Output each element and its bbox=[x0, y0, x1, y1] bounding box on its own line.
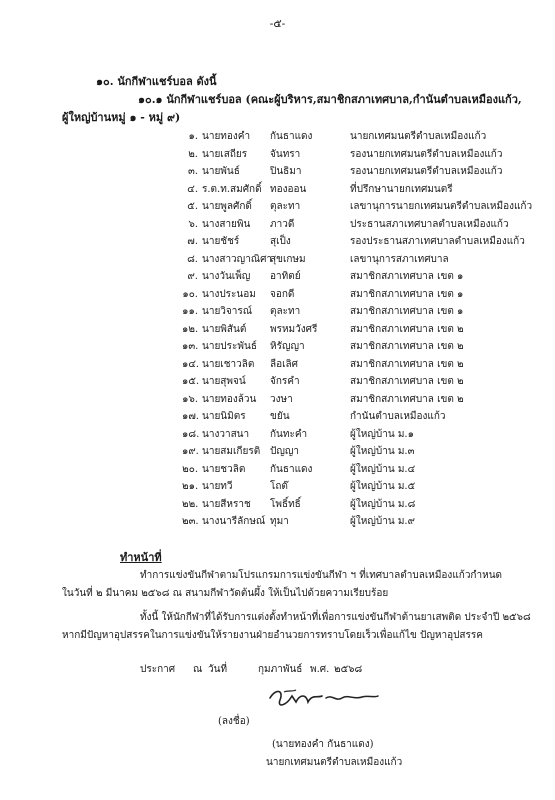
roster-row bbox=[182, 146, 552, 164]
player-surname: สุขเกษม bbox=[270, 253, 306, 265]
duty-paragraph-2-cont: หากมีปัญหาอุปสรรคในการแข่งขันให้รายงานฝ่ายอำนวยการทราบโดยเร็วเพื่อแก้ไข ปัญหาอุปสรรค bbox=[62, 630, 483, 641]
player-surname: โพธิ์ทธิ์ bbox=[270, 498, 301, 510]
roster-row bbox=[182, 216, 552, 234]
announce-label: ประกาศ bbox=[140, 664, 176, 675]
roster-row bbox=[182, 513, 552, 531]
player-name: นางสายพิน bbox=[202, 218, 251, 230]
player-position: เลขานุการสภาเทศบาล bbox=[350, 253, 449, 265]
player-surname: วงษา bbox=[270, 393, 293, 405]
player-surname: พรหมวังศรี bbox=[270, 323, 318, 335]
player-name: นายชัชร์ bbox=[202, 236, 240, 247]
roster-number: ๙. bbox=[187, 271, 198, 282]
player-position: ที่ปรึกษานายกเทศมนตรี bbox=[350, 183, 453, 195]
player-surname: ลือเลิศ bbox=[270, 358, 299, 370]
handwritten-signature bbox=[262, 684, 382, 714]
player-position: รองนายกเทศมนตรีตำบลเหมืองแก้ว bbox=[350, 166, 503, 177]
player-surname: หิรัญญา bbox=[270, 341, 305, 352]
player-name: นางวาสนา bbox=[202, 428, 250, 440]
player-position: ผู้ใหญ่บ้าน ม.๑ bbox=[350, 428, 414, 440]
player-position: สมาชิกสภาเทศบาล เขต ๒ bbox=[350, 376, 464, 387]
roster-row bbox=[182, 373, 552, 391]
roster-number: ๕. bbox=[187, 201, 198, 212]
roster-number: ๑๓. bbox=[182, 341, 199, 352]
player-name: นายสมเกียรติ bbox=[202, 446, 261, 457]
roster-number: ๑. bbox=[188, 131, 198, 142]
roster-row bbox=[182, 496, 552, 514]
player-position: ผู้ใหญ่บ้าน ม.๕ bbox=[350, 481, 416, 492]
player-name: นายทวี bbox=[202, 481, 233, 492]
player-name: นางสาวญาณิศา bbox=[202, 253, 273, 265]
announce-day: วันที่ bbox=[208, 664, 228, 675]
player-surname: กันทะคำ bbox=[270, 428, 308, 440]
player-surname: ภาวดี bbox=[270, 218, 295, 230]
player-name: นายพิสันต์ bbox=[202, 323, 247, 335]
player-surname: ปินธิมา bbox=[270, 166, 302, 177]
player-name: นายทองคำ bbox=[202, 131, 251, 142]
roster-row bbox=[182, 443, 552, 461]
player-position: สมาชิกสภาเทศบาล เขต ๒ bbox=[350, 358, 464, 370]
roster-row bbox=[182, 408, 552, 426]
roster-row bbox=[182, 286, 552, 304]
player-name: นายเสถียร bbox=[202, 148, 248, 160]
signer-name: (นายทองคำ กันธาแดง) bbox=[272, 739, 374, 750]
subsection-title: ๑๐.๑ นักกีฬาแชร์บอล (คณะผู้บริหาร,สมาชิกสภาเทศบาล,กำนันตำบลเหมืองแก้ว, bbox=[138, 93, 522, 106]
player-position: ผู้ใหญ่บ้าน ม.๔ bbox=[350, 463, 416, 475]
roster-row bbox=[182, 251, 552, 269]
roster-number: ๑๑. bbox=[182, 306, 198, 317]
player-position: ผู้ใหญ่บ้าน ม.๓ bbox=[350, 446, 415, 457]
player-name: นายวิจารณ์ bbox=[202, 306, 253, 317]
player-name: นายสีหราช bbox=[202, 498, 251, 510]
player-position: ประธานสภาเทศบาลตำบลเหมืองแก้ว bbox=[350, 218, 509, 230]
player-surname: จักรคำ bbox=[270, 376, 300, 387]
roster-row bbox=[182, 181, 552, 199]
roster-number: ๑๖. bbox=[182, 393, 198, 405]
roster-row bbox=[182, 128, 552, 146]
announce-at: ณ bbox=[193, 664, 203, 675]
roster-number: ๑๗. bbox=[182, 411, 200, 422]
roster-number: ๑๔. bbox=[182, 358, 200, 370]
roster-row bbox=[182, 163, 552, 181]
roster-number: ๓. bbox=[187, 166, 198, 177]
player-surname: กันธาแดง bbox=[270, 463, 313, 475]
roster-number: ๑๕. bbox=[182, 376, 200, 387]
player-position: สมาชิกสภาเทศบาล เขต ๑ bbox=[350, 271, 464, 282]
roster-number: ๑๒. bbox=[182, 323, 199, 335]
player-name: นายพันธ์ bbox=[202, 166, 240, 177]
roster-row bbox=[182, 338, 552, 356]
roster-row bbox=[182, 198, 552, 216]
signer-title: นายกเทศมนตรีตำบลเหมืองแก้ว bbox=[266, 757, 403, 768]
roster-number: ๑๘. bbox=[182, 428, 200, 440]
player-name: นายทองล้วน bbox=[202, 393, 257, 405]
sign-label: (ลงชื่อ) bbox=[218, 716, 250, 727]
roster-number: ๑๐. bbox=[182, 288, 198, 300]
player-surname: สุเป็ง bbox=[270, 236, 291, 247]
player-surname: อาทิตย์ bbox=[270, 271, 301, 282]
roster-row bbox=[182, 233, 552, 251]
announce-year: ๒๕๖๘ bbox=[334, 664, 363, 675]
roster-number: ๒๐. bbox=[182, 463, 198, 475]
roster-number: ๒๒. bbox=[182, 498, 199, 510]
duty-heading: ทำหน้าที่ bbox=[120, 551, 162, 564]
duty-paragraph-1: ทำการแข่งขันกีฬาตามโปรแกรมการแข่งขันกีฬา ฯ ที่เทศบาลตำบลเหมืองแก้วกำหนด bbox=[140, 570, 503, 581]
roster-number: ๒๓. bbox=[182, 516, 199, 527]
roster-row bbox=[182, 268, 552, 286]
player-surname: ตุละทา bbox=[270, 201, 301, 212]
player-name: นายนิมิตร bbox=[202, 411, 246, 422]
player-surname: จอกดี bbox=[270, 288, 295, 300]
roster-number: ๖. bbox=[188, 218, 198, 230]
player-name: นายพูลศักดิ์ bbox=[202, 201, 252, 212]
player-name: นายเชาวลิต bbox=[202, 358, 255, 370]
player-position: กำนันตำบลเหมืองแก้ว bbox=[350, 411, 446, 422]
announce-year-label: พ.ศ. bbox=[310, 664, 330, 675]
announce-month: กุมภาพันธ์ bbox=[258, 664, 303, 675]
player-surname: โถต๊ bbox=[270, 481, 288, 492]
player-surname: กันธาแดง bbox=[270, 131, 313, 142]
player-name: นางนารีลักษณ์ bbox=[202, 516, 266, 527]
player-position: ผู้ใหญ่บ้าน ม.๘ bbox=[350, 498, 416, 510]
player-name: นายชวลิต bbox=[202, 463, 246, 475]
roster-number: ๒๑. bbox=[182, 481, 199, 492]
player-roster bbox=[182, 128, 552, 531]
player-surname: ตุละทา bbox=[270, 306, 301, 317]
player-name: นางวันเพ็ญ bbox=[202, 271, 251, 282]
roster-row bbox=[182, 356, 552, 374]
roster-row bbox=[182, 478, 552, 496]
player-name: นายประพันธ์ bbox=[202, 341, 257, 352]
roster-row bbox=[182, 321, 552, 339]
subsection-title-cont: ผู้ใหญ่บ้านหมู่ ๑ - หมู่ ๙) bbox=[62, 111, 181, 124]
section-title: ๑๐. นักกีฬาแชร์บอล ดังนี้ bbox=[96, 75, 217, 88]
player-position: สมาชิกสภาเทศบาล เขต ๒ bbox=[350, 393, 464, 405]
player-position: สมาชิกสภาเทศบาล เขต ๑ bbox=[350, 288, 464, 300]
roster-number: ๘. bbox=[187, 253, 198, 265]
page-number: -๕- bbox=[269, 17, 286, 30]
roster-row bbox=[182, 461, 552, 479]
player-surname: ขยัน bbox=[270, 411, 290, 422]
roster-row bbox=[182, 391, 552, 409]
roster-number: ๒. bbox=[188, 148, 198, 160]
roster-row bbox=[182, 426, 552, 444]
roster-number: ๑๙. bbox=[182, 446, 199, 457]
player-surname: ปัญญา bbox=[270, 446, 300, 457]
player-position: สมาชิกสภาเทศบาล เขต ๒ bbox=[350, 323, 464, 335]
roster-number: ๔. bbox=[187, 183, 198, 195]
player-position: สมาชิกสภาเทศบาล เขต ๒ bbox=[350, 341, 464, 352]
duty-paragraph-2: ทั้งนี้ ให้นักกีฬาที่ได้รับการแต่งตั้งทำหน้าที่เพื่อการแข่งขันกีฬาต้านยาเสพติด ประจำปี ๒๕๖๘ bbox=[140, 612, 531, 623]
duty-paragraph-1-cont: ในวันที่ ๒ มีนาคม ๒๕๖๘ ณ สนามกีฬาวัดต้นผึ้ง ให้เป็นไปด้วยความเรียบร้อย bbox=[62, 588, 389, 599]
player-position: รองนายกเทศมนตรีตำบลเหมืองแก้ว bbox=[350, 148, 503, 160]
player-surname: จันทรา bbox=[270, 148, 301, 160]
player-position: นายกเทศมนตรีตำบลเหมืองแก้ว bbox=[350, 131, 487, 142]
player-position: รองประธานสภาเทศบาลตำบลเหมืองแก้ว bbox=[350, 236, 525, 247]
roster-number: ๗. bbox=[187, 236, 198, 247]
player-position: เลขานุการนายกเทศมนตรีตำบลเหมืองแก้ว bbox=[350, 201, 533, 212]
roster-row bbox=[182, 303, 552, 321]
player-surname: ทุมา bbox=[270, 516, 289, 527]
player-name: ร.ต.ท.สมศักดิ์ bbox=[202, 183, 262, 195]
player-name: นายสุพจน์ bbox=[202, 376, 246, 387]
player-name: นางประนอม bbox=[202, 288, 256, 300]
player-position: สมาชิกสภาเทศบาล เขต ๑ bbox=[350, 306, 464, 317]
player-surname: ทองออน bbox=[270, 183, 307, 195]
player-position: ผู้ใหญ่บ้าน ม.๙ bbox=[350, 516, 415, 527]
